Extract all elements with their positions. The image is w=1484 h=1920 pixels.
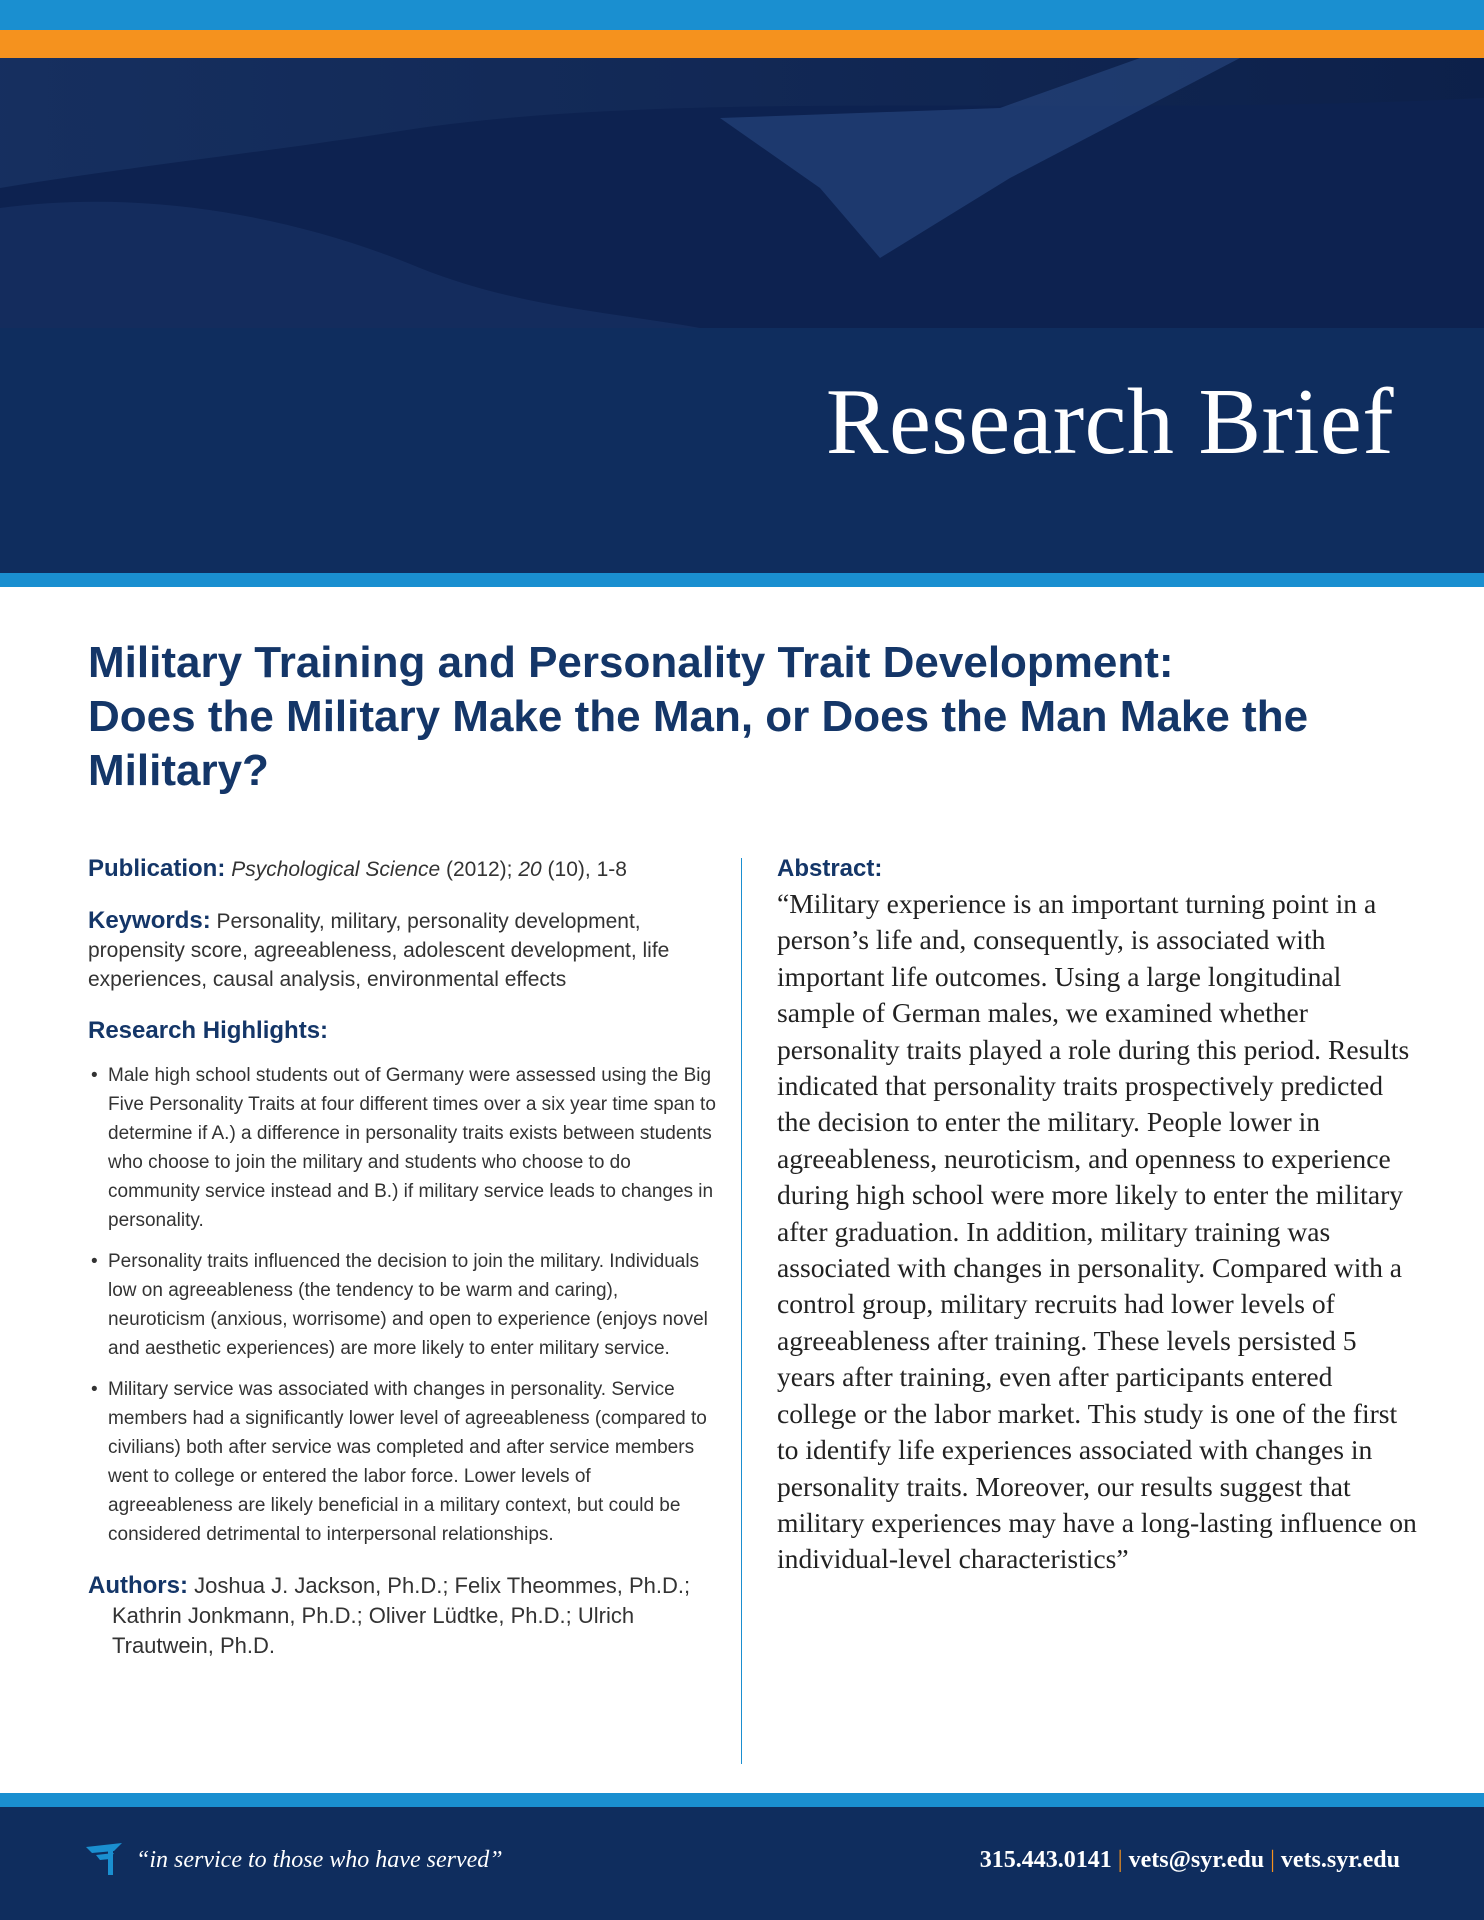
bullet-icon: •: [91, 1251, 98, 1272]
banner-title: Research Brief: [825, 370, 1394, 474]
abstract-text: “Military experience is an important turning point in a person’s life and, consequently, is associated with important life outcomes. Using a large longitudinal sample of German males, we examined whether personality traits played a role during this period. Results indicated that personality traits prospectively predicted the decision to enter the military. People lower in agreeableness, neuroticism, and openness to experience during high school were more likely to enter the military after graduation. In addition, military training was associated with changes in personality. Compared with a control group, military recruits had lower levels of agreeableness after training. These levels persisted 5 years after training, even after participants entered college or the labor market. This study is one of the first to identify life experiences associated with changes in personality traits. Moreover, our results suggest that military experiences may have a long-lasting influence on individual-level characteristics”: [777, 888, 1417, 1575]
publication-volume: 20: [518, 858, 542, 881]
flag-logo-icon: [84, 1841, 124, 1877]
right-column: [777, 854, 1417, 1578]
footer: [0, 1807, 1484, 1920]
highlights-heading: Research Highlights:: [88, 1017, 329, 1044]
footer-contact: [980, 1847, 1400, 1874]
keywords-text: Personality, military, personality development, propensity score, agreeableness, adolescent development, life experiences, causal analysis, environmental effects: [88, 910, 670, 991]
column-divider: [741, 858, 742, 1764]
header-banner: [0, 58, 1484, 573]
authors-label: Authors:: [88, 1572, 188, 1599]
list-item: • Male high school students out of Germany were assessed using the Big Five Personality Traits at four different times over a six year time span to determine if A.) a difference in personality traits exists between students who choose to join the military and students who choose to do community service instead and B.) if military service leads to changes in personality.: [88, 1061, 718, 1235]
footer-email[interactable]: vets@syr.edu: [1128, 1847, 1265, 1873]
abstract-heading: Abstract:: [777, 855, 883, 882]
footer-top-stripe: [0, 1793, 1484, 1807]
keywords-label: Keywords:: [88, 907, 211, 934]
title-main: Military Training and Personality Trait Development:: [88, 638, 1174, 687]
authors: [88, 1571, 718, 1661]
publication-year: (2012);: [440, 858, 519, 881]
list-item: • Military service was associated with changes in personality. Service members had a significantly lower level of agreeableness (compared to civilians) both after service was completed and after service members went to college or entered the labor force. Lower levels of agreeableness are likely beneficial in a military context, but could be considered detrimental to interpersonal relationships.: [88, 1375, 718, 1549]
publication-journal: Psychological Science: [231, 858, 441, 881]
top-blue-stripe: [0, 0, 1484, 30]
footer-separator: |: [1270, 1847, 1275, 1873]
header-bottom-stripe: [0, 573, 1484, 587]
highlights-list: [88, 1061, 718, 1549]
keywords: [88, 906, 718, 994]
footer-website[interactable]: vets.syr.edu: [1280, 1847, 1400, 1873]
footer-separator: |: [1117, 1847, 1123, 1873]
title-subtitle: Does the Military Make the Man, or Does the Man Make the Military?: [88, 692, 1309, 795]
bullet-icon: •: [91, 1379, 98, 1400]
list-item: • Personality traits influenced the decision to join the military. Individuals low on agreeableness (the tendency to be warm and caring), neuroticism (anxious, worrisome) and open to experience (enjoys novel and aesthetic experiences) are more likely to enter military service.: [88, 1247, 718, 1363]
publication-pages: (10), 1-8: [541, 858, 627, 881]
publication-label: Publication:: [88, 855, 226, 882]
left-column: [88, 854, 718, 1661]
page-title: [88, 636, 1408, 798]
footer-tagline: “in service to those who have served”: [136, 1847, 503, 1873]
banner-flag-background-image: [0, 58, 1484, 328]
top-orange-stripe: [0, 30, 1484, 58]
footer-phone: 315.443.0141: [979, 1847, 1112, 1873]
bullet-icon: •: [91, 1065, 98, 1086]
publication-info: [88, 854, 718, 884]
authors-text: Joshua J. Jackson, Ph.D.; Felix Theommes, Ph.D.; Kathrin Jonkmann, Ph.D.; Oliver Lüdtke, Ph.D.; Ulrich Trautwein, Ph.D.: [112, 1573, 691, 1658]
